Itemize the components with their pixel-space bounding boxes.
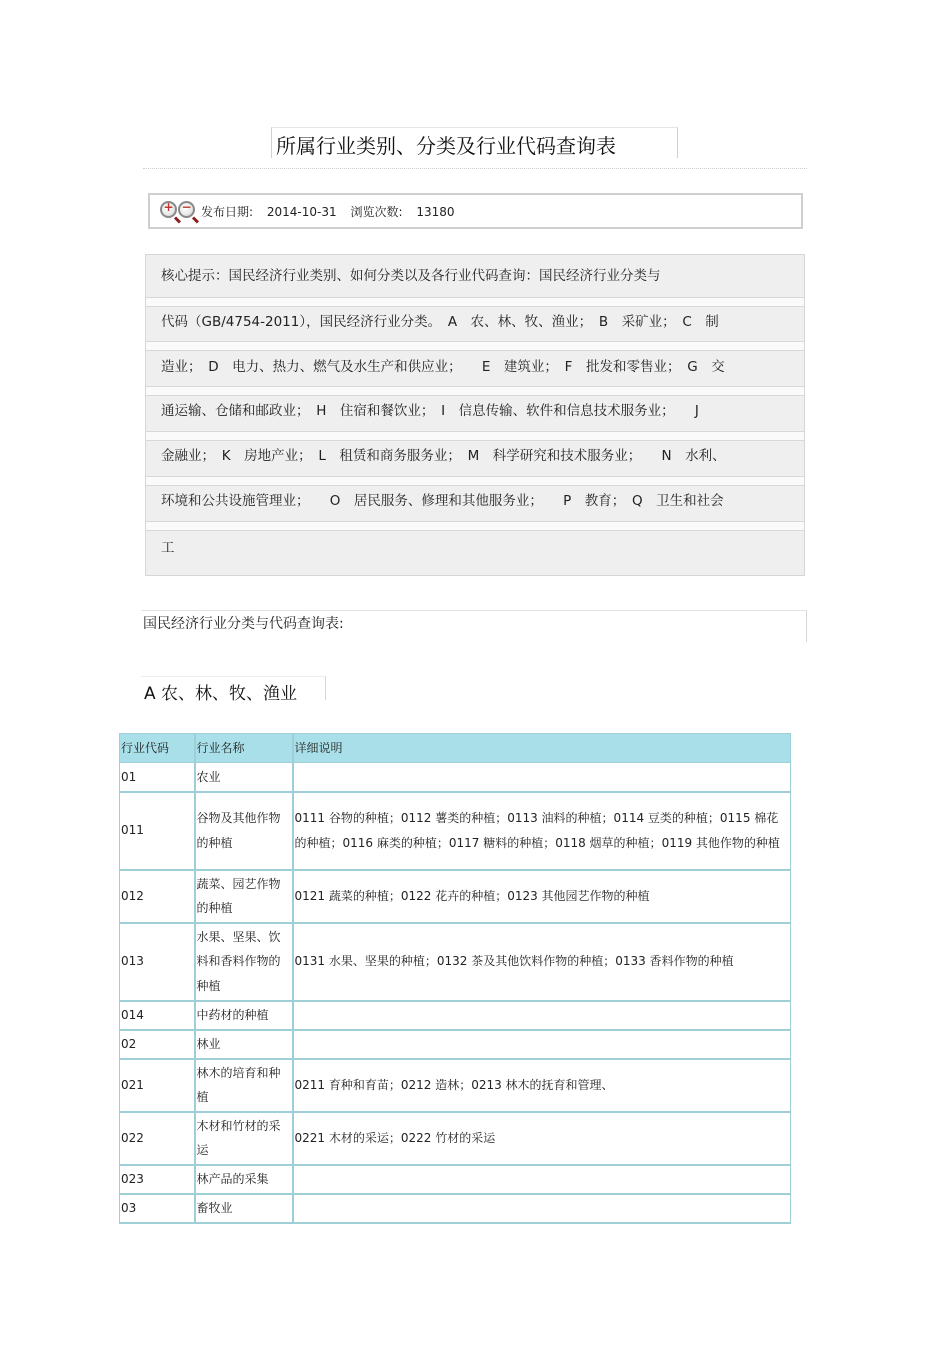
row-desc [293, 1165, 791, 1194]
row-desc [293, 1030, 791, 1059]
table-row [120, 1165, 791, 1194]
summary-divider [146, 431, 804, 441]
row-name: 林业 [195, 1030, 293, 1059]
row-name: 水果、坚果、饮料和香料作物的种植 [195, 923, 293, 1001]
row-code: 011 [120, 792, 195, 870]
table-row [120, 792, 791, 870]
row-code: 023 [120, 1165, 195, 1194]
industry-code-table [119, 733, 791, 1224]
summary-box [145, 254, 805, 576]
row-code: 013 [120, 923, 195, 1001]
table-row [120, 1030, 791, 1059]
row-desc [293, 1194, 791, 1223]
row-name: 中药材的种植 [195, 1001, 293, 1030]
meta-info [201, 203, 465, 220]
row-name: 林产品的采集 [195, 1165, 293, 1194]
views-label: 浏览次数: [350, 205, 403, 219]
summary-divider [146, 341, 804, 351]
section-title: A 农、林、牧、渔业 [144, 684, 298, 704]
row-name: 畜牧业 [195, 1194, 293, 1223]
summary-divider [146, 297, 804, 307]
section-area [141, 676, 326, 704]
table-header-row [120, 734, 791, 763]
header-name: 行业名称 [195, 734, 293, 763]
summary-line: 环境和公共设施管理业； O 居民服务、修理和其他服务业； P 教育； Q 卫生和社会 [161, 493, 724, 509]
summary-divider [146, 386, 804, 396]
row-desc: 0131 水果、坚果的种植；0132 茶及其他饮料作物的种植；0133 香料作物的种植 [293, 923, 791, 1001]
summary-line: 金融业； K 房地产业； L 租赁和商务服务业； M 科学研究和技术服务业； N 水利、 [161, 448, 726, 464]
table-row [120, 763, 791, 792]
row-code: 022 [120, 1112, 195, 1165]
summary-line: 代码（GB/4754-2011），国民经济行业分类。 A 农、林、牧、渔业； B 采矿业； C 制 [161, 314, 719, 330]
row-name: 木材和竹材的采运 [195, 1112, 293, 1165]
row-name: 林木的培育和种植 [195, 1059, 293, 1112]
table-row [120, 1001, 791, 1030]
subhead-area [141, 610, 807, 642]
row-desc: 0111 谷物的种植；0112 薯类的种植；0113 油料的种植；0114 豆类的种植；0115 棉花的种植；0116 麻类的种植；0117 糖料的种植；0118 烟草的种植；0119 其他作物的种植 [293, 792, 791, 870]
page-title: 所属行业类别、分类及行业代码查询表 [276, 134, 616, 158]
table-row [120, 870, 791, 923]
header-code: 行业代码 [120, 734, 195, 763]
summary-divider [146, 521, 804, 531]
row-desc [293, 763, 791, 792]
row-name: 蔬菜、园艺作物的种植 [195, 870, 293, 923]
title-box [271, 127, 678, 158]
summary-line: 通运输、仓储和邮政业； H 住宿和餐饮业； I 信息传输、软件和信息技术服务业； J [161, 403, 699, 419]
table-subheading: 国民经济行业分类与代码查询表: [143, 616, 344, 632]
row-desc: 0121 蔬菜的种植；0122 花卉的种植；0123 其他园艺作物的种植 [293, 870, 791, 923]
summary-line: 工 [161, 540, 175, 556]
header-desc: 详细说明 [293, 734, 791, 763]
row-code: 021 [120, 1059, 195, 1112]
row-code: 01 [120, 763, 195, 792]
row-name: 农业 [195, 763, 293, 792]
row-desc [293, 1001, 791, 1030]
row-desc: 0211 育种和育苗；0212 造林；0213 林木的抚育和管理、 [293, 1059, 791, 1112]
zoom-in-icon[interactable]: + [160, 201, 177, 218]
row-code: 012 [120, 870, 195, 923]
publish-label: 发布日期: [201, 205, 254, 219]
row-code: 02 [120, 1030, 195, 1059]
summary-line: 核心提示：国民经济行业类别、如何分类以及各行业代码查询：国民经济行业分类与 [161, 268, 661, 284]
row-code: 03 [120, 1194, 195, 1223]
table-row [120, 1112, 791, 1165]
title-area [143, 127, 807, 169]
table-row [120, 1059, 791, 1112]
zoom-out-icon[interactable]: − [178, 201, 195, 218]
views-count: 13180 [416, 205, 455, 219]
summary-line: 造业； D 电力、热力、燃气及水生产和供应业； E 建筑业； F 批发和零售业； G 交 [161, 359, 725, 375]
row-desc: 0221 木材的采运；0222 竹材的采运 [293, 1112, 791, 1165]
row-code: 014 [120, 1001, 195, 1030]
row-name: 谷物及其他作物的种植 [195, 792, 293, 870]
meta-bar [148, 193, 803, 229]
table-row [120, 923, 791, 1001]
table-row [120, 1194, 791, 1223]
summary-divider [146, 476, 804, 486]
publish-date: 2014-10-31 [266, 205, 337, 219]
